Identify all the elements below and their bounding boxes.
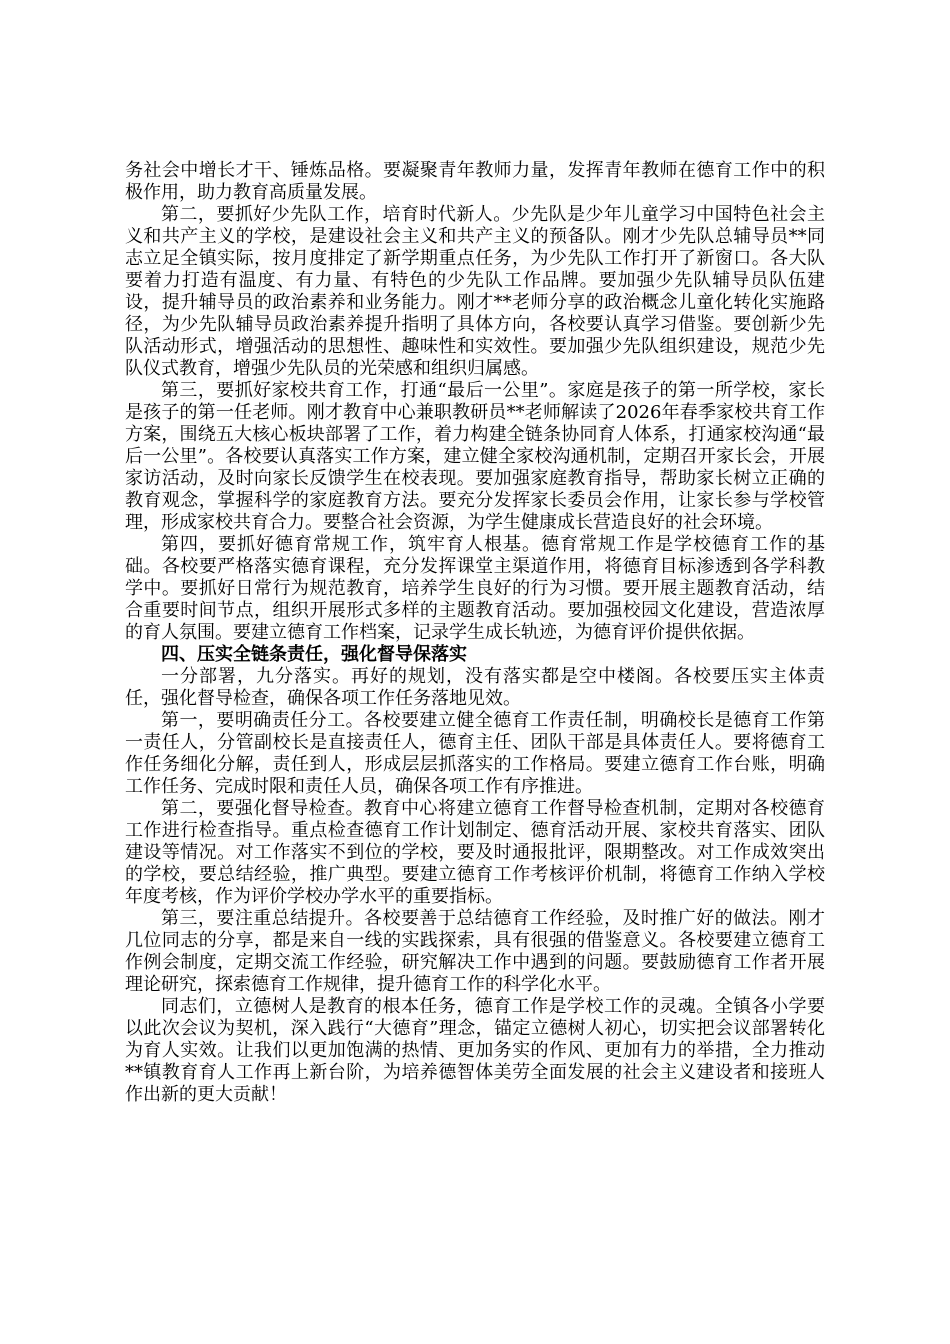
paragraph-moral-routine: 第四，要抓好德育常规工作，筑牢育人根基。德育常规工作是学校德育工作的基础。各校要严格落实德育课程，充分发挥课堂主渠道作用，将德育目标渗透到各学科教学中。要抓好日常行为规范教育，培养学生良好的行为习惯。要开展主题教育活动，结合重要时间节点，组织开展形式多样的主题教育活动。要加强校园文化建设，营造浓厚的育人氛围。要建立德育工作档案，记录学生成长轨迹，为德育评价提供依据。 (125, 534, 825, 643)
paragraph-supervision: 第二，要强化督导检查。教育中心将建立德育工作督导检查机制，定期对各校德育工作进行检查指导。重点检查德育工作计划制定、德育活动开展、家校共育落实、团队建设等情况。对工作落实不到位的学校，要及时通报批评，限期整改。对工作成效突出的学校，要总结经验，推广典型。要建立德育工作考核评价机制，将德育工作纳入学校年度考核，作为评价学校办学水平的重要指标。 (125, 798, 825, 907)
paragraph-responsibility: 第一，要明确责任分工。各校要建立健全德育工作责任制，明确校长是德育工作第一责任人，分管副校长是直接责任人，德育主任、团队干部是具体责任人。要将德育工作任务细化分解，责任到人，形成层层抓落实的工作格局。要建立德育工作台账，明确工作任务、完成时限和责任人员，确保各项工作有序推进。 (125, 710, 825, 797)
document-body (125, 160, 825, 1106)
paragraph-closing: 同志们，立德树人是教育的根本任务，德育工作是学校工作的灵魂。全镇各小学要以此次会议为契机，深入践行“大德育”理念，锚定立德树人初心，切实把会议部署转化为育人实效。让我们以更加饱满的热情、更加务实的作风、更加有力的举措，全力推动**镇教育育人工作再上新台阶，为培养德智体美劳全面发展的社会主义建设者和接班人作出新的更大贡献！ (125, 996, 825, 1105)
paragraph-young-pioneers: 第二，要抓好少先队工作，培育时代新人。少先队是少年儿童学习中国特色社会主义和共产主义的学校，是建设社会主义和共产主义的预备队。刚才少先队总辅导员**同志立足全镇实际，按月度排定了新学期重点任务，为少先队工作打开了新窗口。各大队要着力打造有温度、有力量、有特色的少先队工作品牌。要加强少先队辅导员队伍建设，提升辅导员的政治素养和业务能力。刚才**老师分享的政治概念儿童化转化实施路径，为少先队辅导员政治素养提升指明了具体方向，各校要认真学习借鉴。要创新少先队活动形式，增强活动的思想性、趣味性和实效性。要加强少先队组织建设，规范少先队仪式教育，增强少先队员的光荣感和组织归属感。 (125, 204, 825, 379)
paragraph-home-school: 第三，要抓好家校共育工作，打通“最后一公里”。家庭是孩子的第一所学校，家长是孩子的第一任老师。刚才教育中心兼职教研员**老师解读了2026年春季家校共育工作方案，围绕五大核心板块部署了工作，着力构建全链条协同育人体系，打通家校沟通“最后一公里”。各校要认真落实工作方案，建立健全家校沟通机制，定期召开家长会，开展家访活动，及时向家长反馈学生在校表现。要加强家庭教育指导，帮助家长树立正确的教育观念，掌握科学的家庭教育方法。要充分发挥家长委员会作用，让家长参与学校管理，形成家校共育合力。要整合社会资源，为学生健康成长营造良好的社会环境。 (125, 380, 825, 533)
section-heading: 四、压实全链条责任，强化督导保落实 (161, 644, 467, 665)
paragraph-summary: 第三，要注重总结提升。各校要善于总结德育工作经验，及时推广好的做法。刚才几位同志的分享，都是来自一线的实践探索，具有很强的借鉴意义。各校要建立德育工作例会制度，定期交流工作经验，研究解决工作中遇到的问题。要鼓励德育工作者开展理论研究，探索德育工作规律，提升德育工作的科学化水平。 (125, 908, 825, 995)
paragraph-section-intro: 一分部署，九分落实。再好的规划，没有落实都是空中楼阁。各校要压实主体责任，强化督导检查，确保各项工作任务落地见效。 (125, 666, 825, 709)
paragraph-continuation: 务社会中增长才干、锤炼品格。要凝聚青年教师力量，发挥青年教师在德育工作中的积极作用，助力教育高质量发展。 (125, 160, 825, 203)
